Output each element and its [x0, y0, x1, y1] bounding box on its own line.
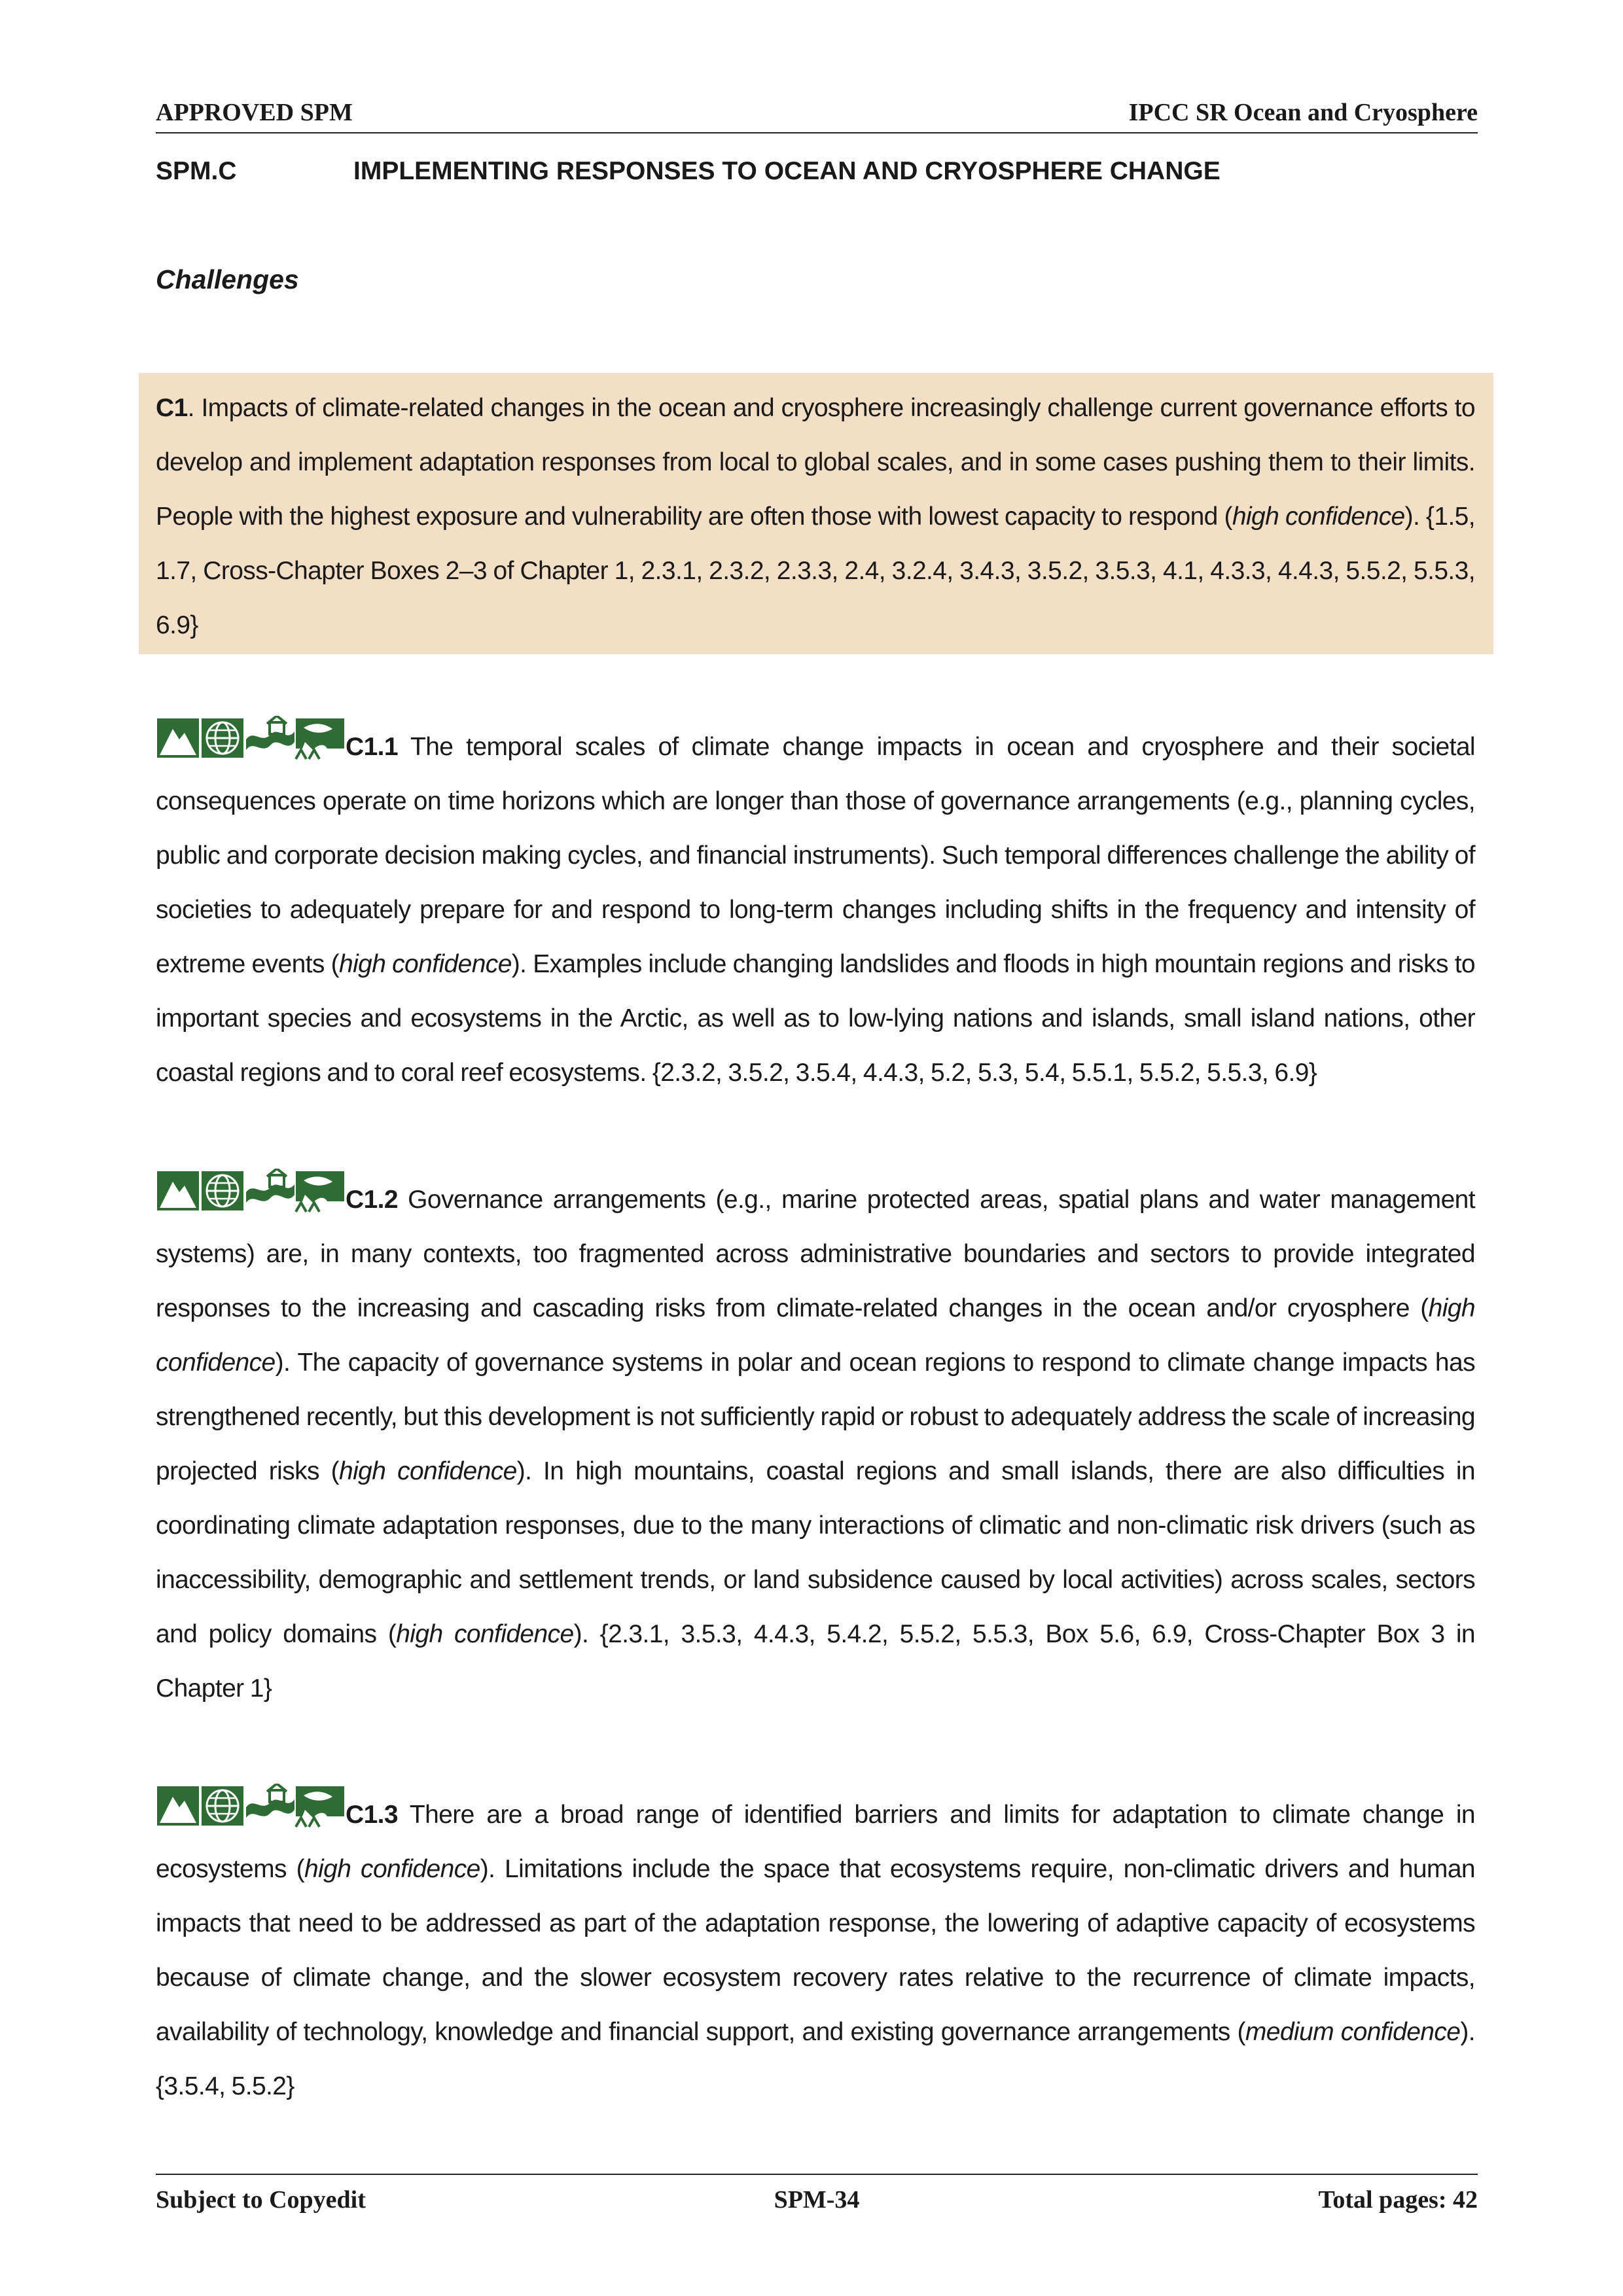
page-footer [156, 2174, 1478, 2221]
box-italic: high confidence [1232, 503, 1405, 531]
text-segment: ). The capacity of governance systems in polar and ocean regions to respond to climate change impacts has strengthened recently, but this development is not sufficiently rapid or robust to adequately address the scale of increasing projected risks ( [156, 1349, 1475, 1485]
footer-right: Total pages: 42 [1318, 2186, 1478, 2214]
paragraph-c1-3 [156, 1784, 1475, 2113]
region-icons [156, 716, 346, 760]
paragraph-c1-2 [156, 1169, 1475, 1716]
region-icons [156, 1784, 346, 1828]
globe-icon [202, 1171, 243, 1210]
footer-left: Subject to Copyedit [156, 2186, 366, 2214]
italic-segment: high confidence [339, 950, 512, 978]
mountain-icon [157, 1171, 199, 1210]
lead-c1-2: C1.2 [346, 1186, 398, 1214]
box-lead: C1 [156, 394, 188, 422]
region-icons [156, 1169, 346, 1213]
coastal-icon [246, 1784, 294, 1818]
coastal-icon [246, 716, 294, 750]
italic-segment: high confidence [304, 1855, 480, 1883]
text-segment: ). Examples include changing landslides and floods in high mountain regions and risks to important species and ecosystems in the Arctic, as well as to low-lying nations and islands, small island nations, other coastal regions and to coral reef ecosystems. {2.3.2, 3.5.2, 3.5.4, 4.4.3, 5.2, 5.3, 5.4, 5.5.1, 5.5.2, 5.5.3, 6.9} [156, 950, 1476, 1087]
highlight-box [139, 373, 1493, 654]
text-segment: There are a broad range of identified barriers and limits for adaptation to climate change in ecosystems ( [156, 1801, 1475, 1883]
text-segment: ). {2.3.1, 3.5.3, 4.4.3, 5.4.2, 5.5.2, 5.5.3, Box 5.6, 6.9, Cross-Chapter Box 3 in Chapter 1} [156, 1620, 1475, 1703]
globe-icon [202, 1786, 243, 1826]
text-segment: The temporal scales of climate change impacts in ocean and cryosphere and their societal consequences operate on time horizons which are longer than those of governance arrangements (e.g., planning cycles, public and corporate decision making cycles, and financial instruments). Such temporal differences challenge the ability of societies to adequately prepare for and respond to long-term changes including shifts in the frequency and intensity of extreme events ( [156, 733, 1475, 978]
italic-segment: high confidence [396, 1620, 574, 1648]
ocean-icon [296, 1171, 344, 1212]
mountain-icon [157, 1786, 199, 1826]
lead-c1-3: C1.3 [346, 1801, 398, 1829]
header-left: APPROVED SPM [156, 99, 353, 126]
box-paragraph [156, 381, 1475, 652]
paragraph-c1-1 [156, 716, 1475, 1100]
mountain-icon [157, 718, 199, 758]
page-number: SPM-34 [774, 2186, 860, 2214]
text-segment: Governance arrangements (e.g., marine protected areas, spatial plans and water management systems) are, in many contexts, too fragmented across administrative boundaries and sectors to provide integrated responses to the increasing and cascading risks from climate-related changes in the ocean and/or cryosphere ( [156, 1186, 1475, 1322]
ocean-icon [296, 718, 344, 759]
subheading: Challenges [156, 264, 299, 294]
text-segment: ). {3.5.4, 5.5.2} [156, 2018, 1475, 2100]
ocean-icon [296, 1786, 344, 1827]
globe-icon [202, 718, 243, 758]
header-right: IPCC SR Ocean and Cryosphere [1128, 99, 1478, 126]
italic-segment: medium confidence [1245, 2018, 1461, 2046]
section-title: IMPLEMENTING RESPONSES TO OCEAN AND CRYOSPHERE CHANGE [353, 157, 1221, 185]
page-header [156, 93, 1478, 133]
italic-segment: high confidence [156, 1294, 1475, 1377]
box-end: ). {1.5, 1.7, Cross-Chapter Boxes 2–3 of Chapter 1, 2.3.1, 2.3.2, 2.3.3, 2.4, 3.2.4, 3.4.3, 3.5.2, 3.5.3, 4.1, 4.3.3, 4.4.3, 5.5.2, 5.5.3, 6.9} [156, 503, 1476, 639]
text-segment: ). In high mountains, coastal regions and small islands, there are also difficulties in coordinating climate adaptation responses, due to the many interactions of climatic and non-climatic risk drivers (such as inaccessibility, demographic and settlement trends, or land subsidence caused by local activities) across scales, sectors and policy domains ( [156, 1457, 1475, 1648]
coastal-icon [246, 1169, 294, 1203]
text-segment: ). Limitations include the space that ecosystems require, non-climatic drivers and human impacts that need to be addressed as part of the adaptation response, the lowering of adaptive capacity of ecosystems because of climate change, and the slower ecosystem recovery rates relative to the recurrence of climate impacts, availability of technology, knowledge and financial support, and existing governance arrangements ( [156, 1855, 1475, 2046]
italic-segment: high confidence [339, 1457, 517, 1485]
lead-c1-1: C1.1 [346, 733, 398, 761]
section-number: SPM.C [156, 157, 237, 185]
box-text: . Impacts of climate-related changes in the ocean and cryosphere increasingly challenge current governance efforts to develop and implement adaptation responses from local to global scales, and in some cases pushing them to their limits. People with the highest exposure and vulnerability are often those with lowest capacity to respond ( [156, 394, 1475, 531]
